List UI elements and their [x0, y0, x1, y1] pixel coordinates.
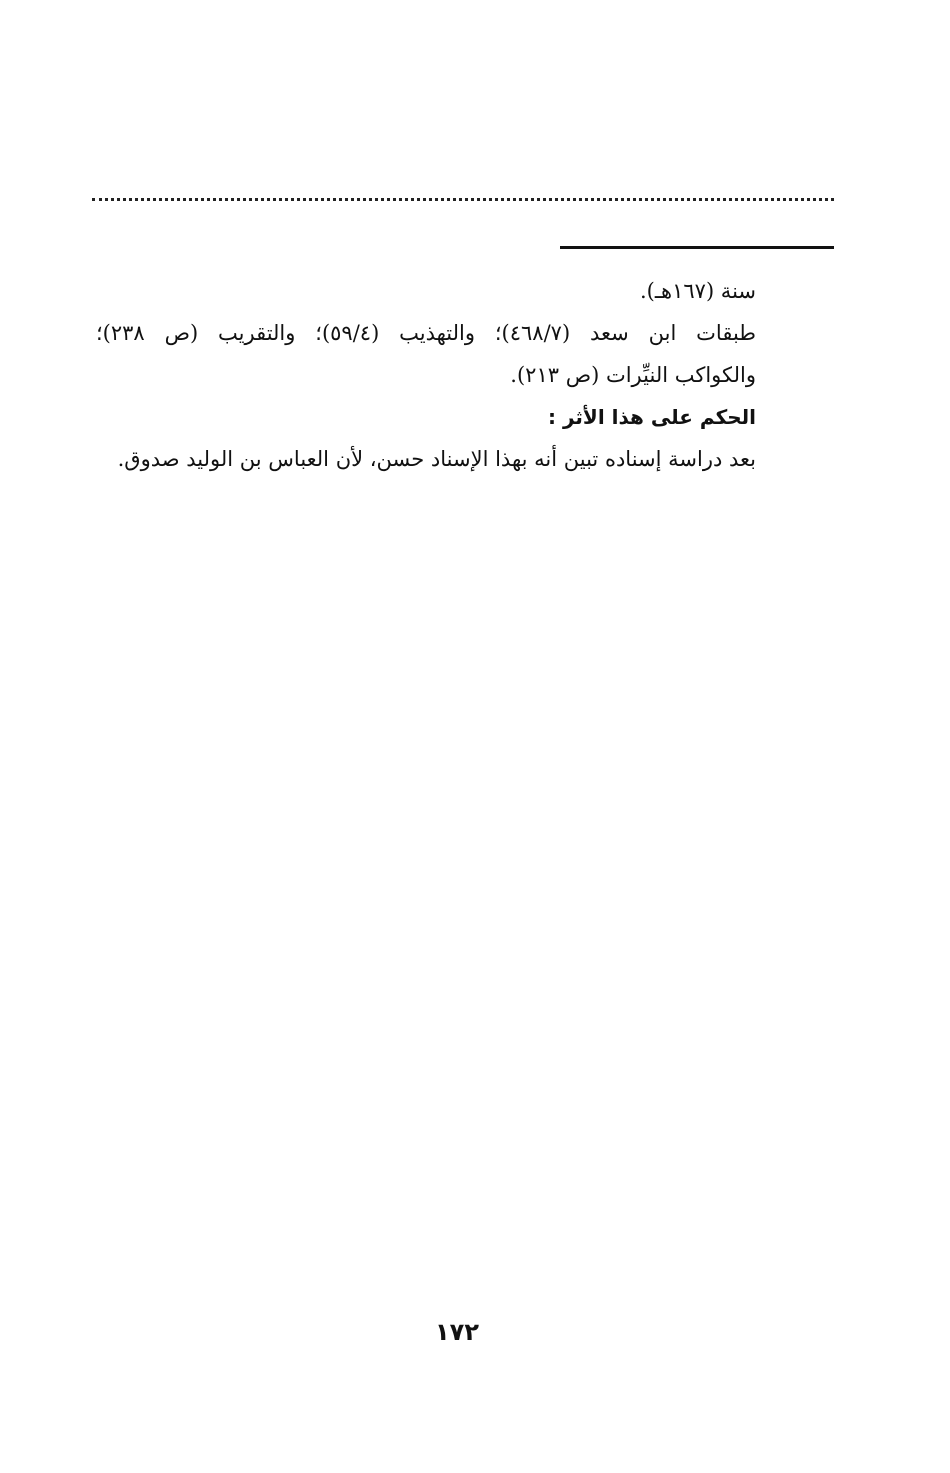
footnote-line-references: طبقات ابن سعد (٤٦٨/٧)؛ والتهذيب (٥٩/٤)؛ والتقريب (ص ٢٣٨)؛	[96, 321, 756, 345]
footnote-rule	[560, 246, 834, 249]
footnote-line: والكواكب النيِّرات (ص ٢١٣).	[510, 363, 756, 387]
page-number: ١٧٢	[435, 1318, 479, 1346]
footnote-line: سنة (١٦٧هـ).	[639, 279, 756, 303]
section-heading: الحكم على هذا الأثر :	[548, 405, 756, 429]
dotted-separator	[92, 198, 834, 201]
footnotes-block	[96, 270, 756, 480]
footnote-line-conclusion: بعد دراسة إسناده تبين أنه بهذا الإسناد حسن، لأن العباس بن الوليد صدوق.	[117, 447, 756, 471]
